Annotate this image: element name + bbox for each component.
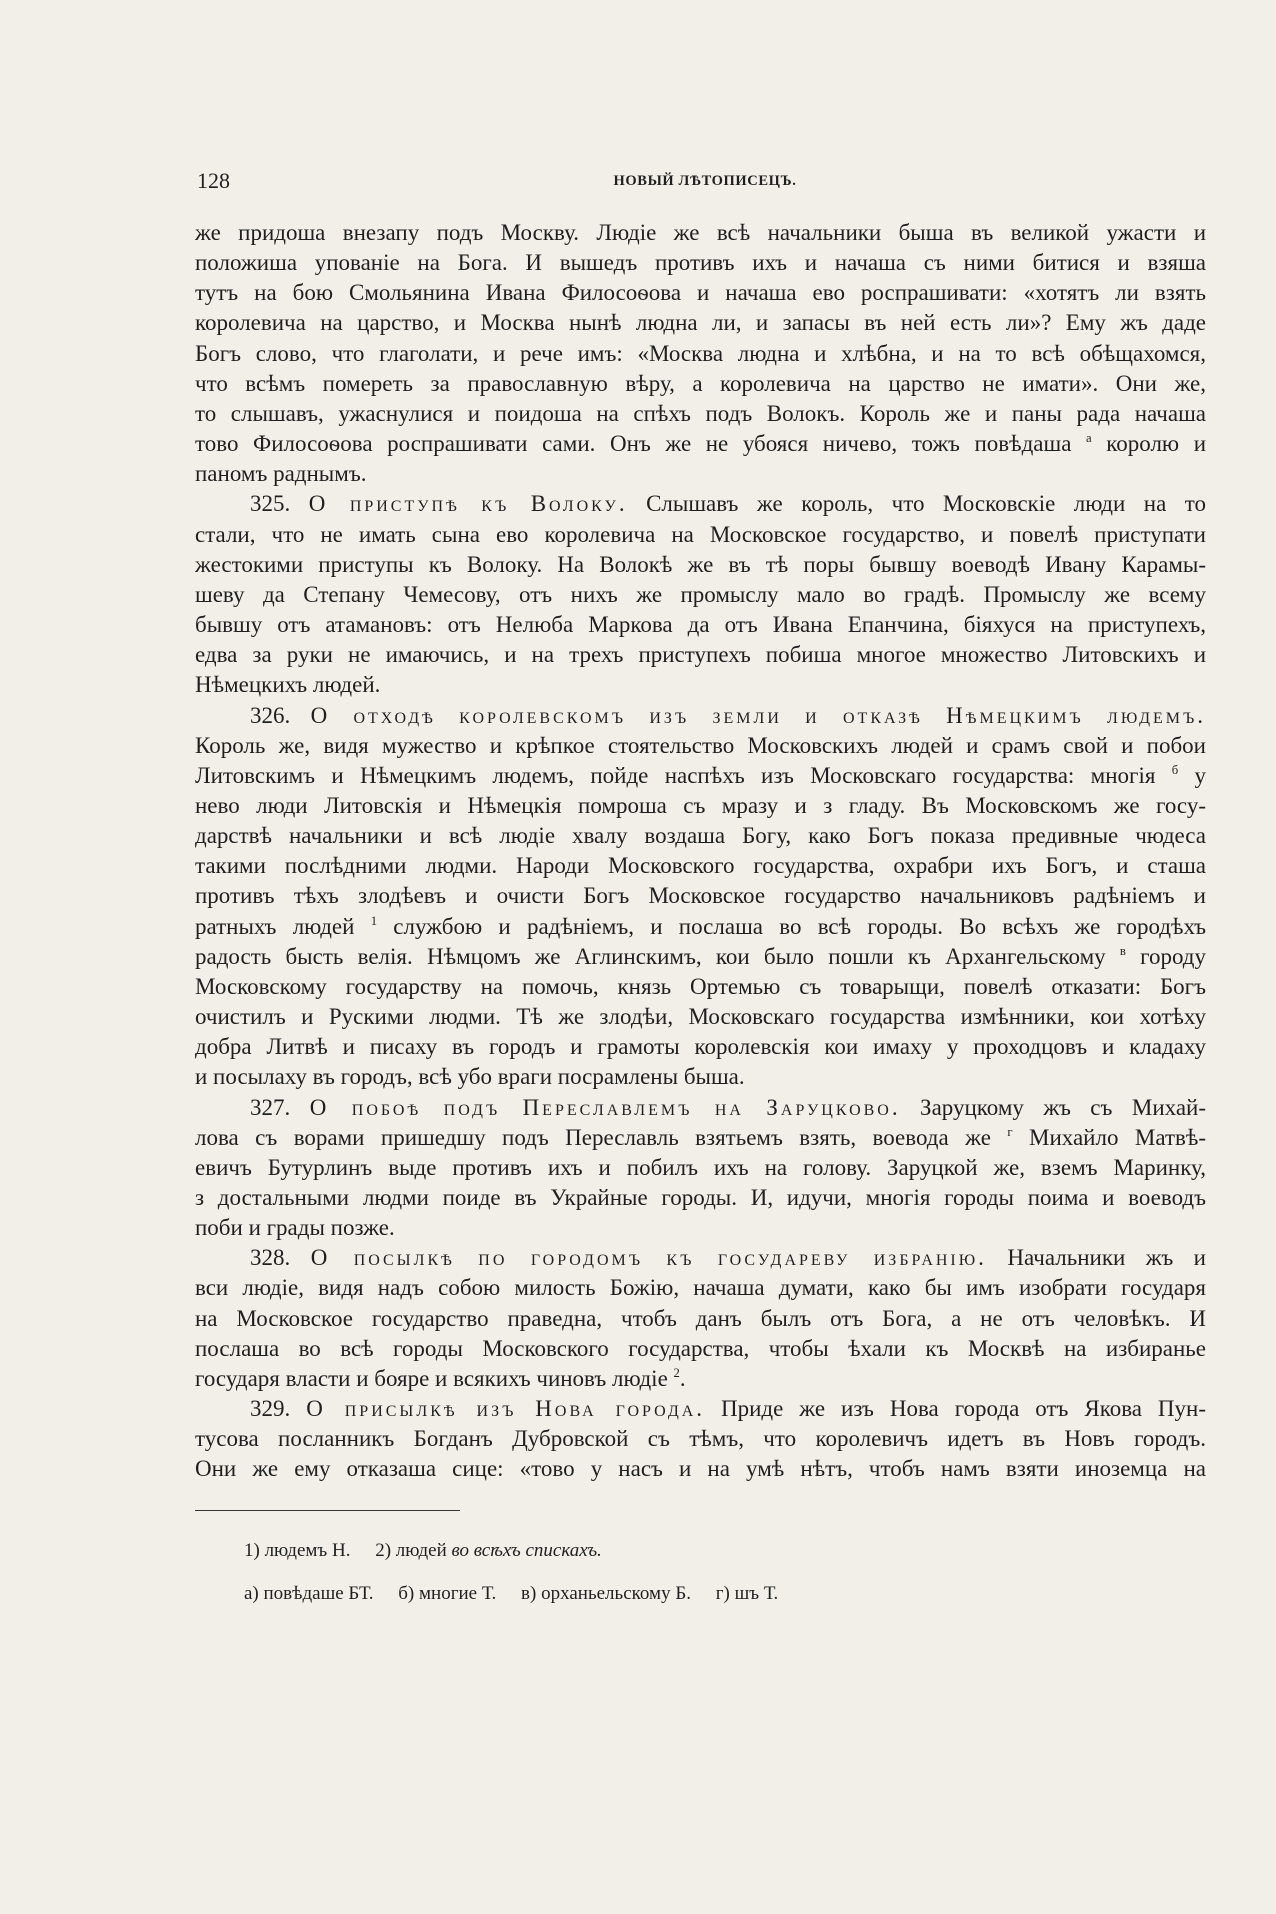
footnote-label: г) [715,1583,730,1604]
text-line [195,489,1206,519]
text-run: городу [1125,943,1206,969]
text-line [195,912,1206,942]
text-line: Богъ слово, что глаголати, и рече имъ: «Москва людна и хлѣбна, и на то всѣ обѣщахомся, [195,340,1206,366]
section-heading: О присылкѣ изъ Нова города. [306,1396,706,1422]
text-run: лова съ ворами пришедшу подъ Переславль взятьемъ взять, воевода же [195,1124,1008,1150]
text-line: что всѣмъ помереть за православную вѣру, а королевича на царство не имати». Они же, [195,370,1206,396]
text-run: 328. [250,1245,311,1271]
section-heading: О отходѣ королевскомъ изъ земли и отказѣ Нѣмецкимъ людемъ. [310,702,1206,728]
text-line [195,1394,1206,1424]
text-run: Заруцкому жъ съ Михай- [900,1094,1207,1120]
footnote-label: 2) [375,1540,392,1561]
footnote-marker: г [1007,1124,1013,1139]
text-line: бывшу отъ атамановъ: отъ Нелюба Маркова да отъ Ивана Епанчина, біяхуся на приступехъ, [195,612,1206,638]
text-line [195,429,1206,459]
text-line: поби и грады позже. [195,1215,395,1241]
text-line: шеву да Степану Чемесову, отъ нихъ же промыслу мало во градѣ. Промыслу же всему [195,581,1206,607]
text-line: тусова посланникъ Богданъ Дубровской съ тѣмъ, что королевичъ идетъ въ Новъ городъ. [195,1426,1206,1452]
text-line [195,942,1206,972]
text-line [195,701,1206,731]
text-line: такими послѣдними людми. Народи Московского государства, охрабри ихъ Богъ, и сташа [195,853,1206,879]
footnote-label: в) [521,1583,537,1604]
text-line: вси людіе, видя надъ собою милость Божію, начаша думати, како бы имъ изобрати государя [195,1275,1206,1301]
footnote-marker: 2 [673,1366,680,1381]
footnote-emphasis: во всѣхъ спискахъ. [451,1540,602,1561]
footnote-text: повѣдаше БТ. [263,1583,374,1604]
footnote-text: людемъ Н. [264,1540,351,1561]
footnote-text: людей [395,1540,447,1561]
text-line: добра Литвѣ и писаху въ городъ и грамоты королевскія кои имаху у проходцовъ и кладаху [195,1034,1206,1060]
text-run: 326. [250,702,311,728]
text-line: королевича на царство, и Москва нынѣ людна ли, и запасы въ ней есть ли»? Ему жъ даде [195,310,1206,336]
paragraph [195,701,1206,1093]
text-line: евичъ Бутурлинъ выде противъ ихъ и побилъ ихъ на голову. Заруцкой же, вземъ Маринку, [195,1154,1206,1180]
text-line: нево люди Литовскія и Нѣмецкія помроша съ мразу и з гладу. Въ Московскомъ же госу- [195,792,1206,818]
footnote-1 [244,1540,350,1561]
body-text [195,218,1206,1485]
footnote-text: орханьельскому Б. [541,1583,691,1604]
footnote-marker: а [1086,431,1092,446]
text-line: и посылаху въ городъ, всѣ убо враги посрамлены быша. [195,1064,745,1090]
text-line: противъ тѣхъ злодѣевъ и очисти Богъ Московское государство начальниковъ радѣніемъ и [195,883,1206,909]
footnote-v [521,1583,691,1604]
footnote-marker: в [1119,943,1126,958]
text-run: службою и радѣніемъ, и послаша во всѣ городы. Во всѣхъ же городѣхъ [377,913,1207,939]
text-line: очистилъ и Рускими людми. Тѣ же злодѣи, Московскаго государства измѣнники, кои хотѣху [195,1004,1206,1030]
text-line: тутъ на бою Смольянина Ивана Филосоѳова и начаша ево роспрашивати: «хотятъ ли взять [195,280,1206,306]
text-run: 327. [250,1094,310,1120]
text-line: Нѣмецкихъ людей. [195,672,381,698]
footnotes-numeric [244,1538,622,1564]
page-number: 128 [197,168,230,193]
text-run: радость бысть велія. Нѣмцомъ же Аглинскимъ, кои было пошли къ Архангельскому [195,943,1120,969]
text-line: жестокими приступы къ Волоку. На Волокѣ же въ тѣ поры бывшу воеводѣ Ивану Карамы- [195,551,1206,577]
text-line: паномъ раднымъ. [195,461,367,487]
footnote-text: многие Т. [419,1583,497,1604]
text-line: з достальными людми поиде въ Украйные городы. И, идучи, многія городы поима и воеводъ [195,1185,1206,1210]
text-run: . [679,1365,686,1391]
text-line: Король же, видя мужество и крѣпкое стоятельство Московскихъ людей и срамъ свой и побои [195,732,1206,758]
text-run: тово Филосоѳова роспрашивати сами. Онъ же не убояся ничево, тожъ повѣдаша [195,431,1087,457]
text-line [195,1364,1206,1394]
text-line: стали, что не имать сына ево королевича на Московское государство, и повелѣ приступати [195,521,1206,547]
paragraph [195,1394,1206,1484]
text-line [195,1123,1206,1153]
footnote-label: 1) [244,1540,260,1561]
paragraph [195,1243,1206,1394]
text-run: Литовскимъ и Нѣмецкимъ людемъ, пойде наспѣхъ изъ Московскаго государства: многія [195,762,1172,788]
text-line: Они же ему отказаша сице: «тово у насъ и на умѣ нѣтъ, чтобъ намъ взяти иноземца на [195,1456,1206,1482]
text-line [195,761,1206,791]
footnote-marker: 1 [370,913,378,928]
footnote-label: а) [244,1583,259,1604]
footnote-b [398,1583,496,1604]
footnote-marker: б [1171,762,1179,777]
text-run: Начальники жъ и [986,1245,1206,1271]
paragraph [195,1093,1206,1244]
text-run: королю и [1091,431,1207,457]
section-heading: О побоѣ подъ Переславлемъ на Заруцково. [309,1094,901,1120]
footnote-2 [375,1540,602,1561]
section-heading: О посылкѣ по городомъ къ государеву избранію. [310,1245,987,1271]
text-line: же придоша внезапу подъ Москву. Людіе же всѣ начальники быша въ великой ужасти и [195,220,1206,245]
running-title: НОВЫЙ ЛѢТОПИСЕЦЪ. [613,173,797,189]
text-run: ратныхъ людей [195,913,371,939]
text-line: то слышавъ, ужаснулися и поидоша на спѣхъ подъ Волокъ. Король же и паны рада начаша [195,400,1206,426]
text-line [195,1243,1206,1273]
text-run: Слышавъ же король, что Московскіе люди на то [627,491,1207,517]
text-run: 329. [250,1396,307,1422]
text-line: дарствѣ начальники и всѣ людіе хвалу воздаша Богу, како Богъ показа предивные чюдеса [195,823,1206,849]
text-run: у [1178,762,1207,788]
text-line: Московскому государству на помочь, князь Ортемью съ товарыщи, повелѣ отказати: Богъ [195,973,1206,999]
footnote-text: шъ Т. [734,1583,779,1604]
paragraph [195,218,1206,489]
text-run: 325. [250,491,309,517]
text-line: на Московское государство праведна, чтобъ данъ былъ отъ Бога, а не отъ человѣкъ. И [195,1305,1206,1331]
text-run: государя власти и бояре и всякихъ чиновъ людіе [195,1365,674,1391]
text-line: едва за руки не имаючись, и на трехъ приступехъ побиша многое множество Литовскихъ и [195,642,1206,668]
text-run: Михайло Матвѣ- [1012,1124,1207,1150]
paragraph [195,489,1206,700]
footnote-a [244,1583,374,1604]
footnote-g [716,1583,779,1604]
footnote-divider [195,1510,460,1511]
text-line: послаша во всѣ городы Московского государства, чтобы ѣхали къ Москвѣ на избиранье [195,1335,1206,1361]
text-line [195,1093,1206,1123]
text-run: Приде же изъ Нова города отъ Якова Пун- [705,1396,1207,1422]
text-line: положиша упованіе на Бога. И вышедъ противъ ихъ и начаша съ ними битися и взяша [195,250,1206,276]
section-heading: О приступѣ къ Волоку. [308,491,628,517]
footnotes-lettered [244,1581,798,1607]
footnote-label: б) [398,1583,415,1604]
